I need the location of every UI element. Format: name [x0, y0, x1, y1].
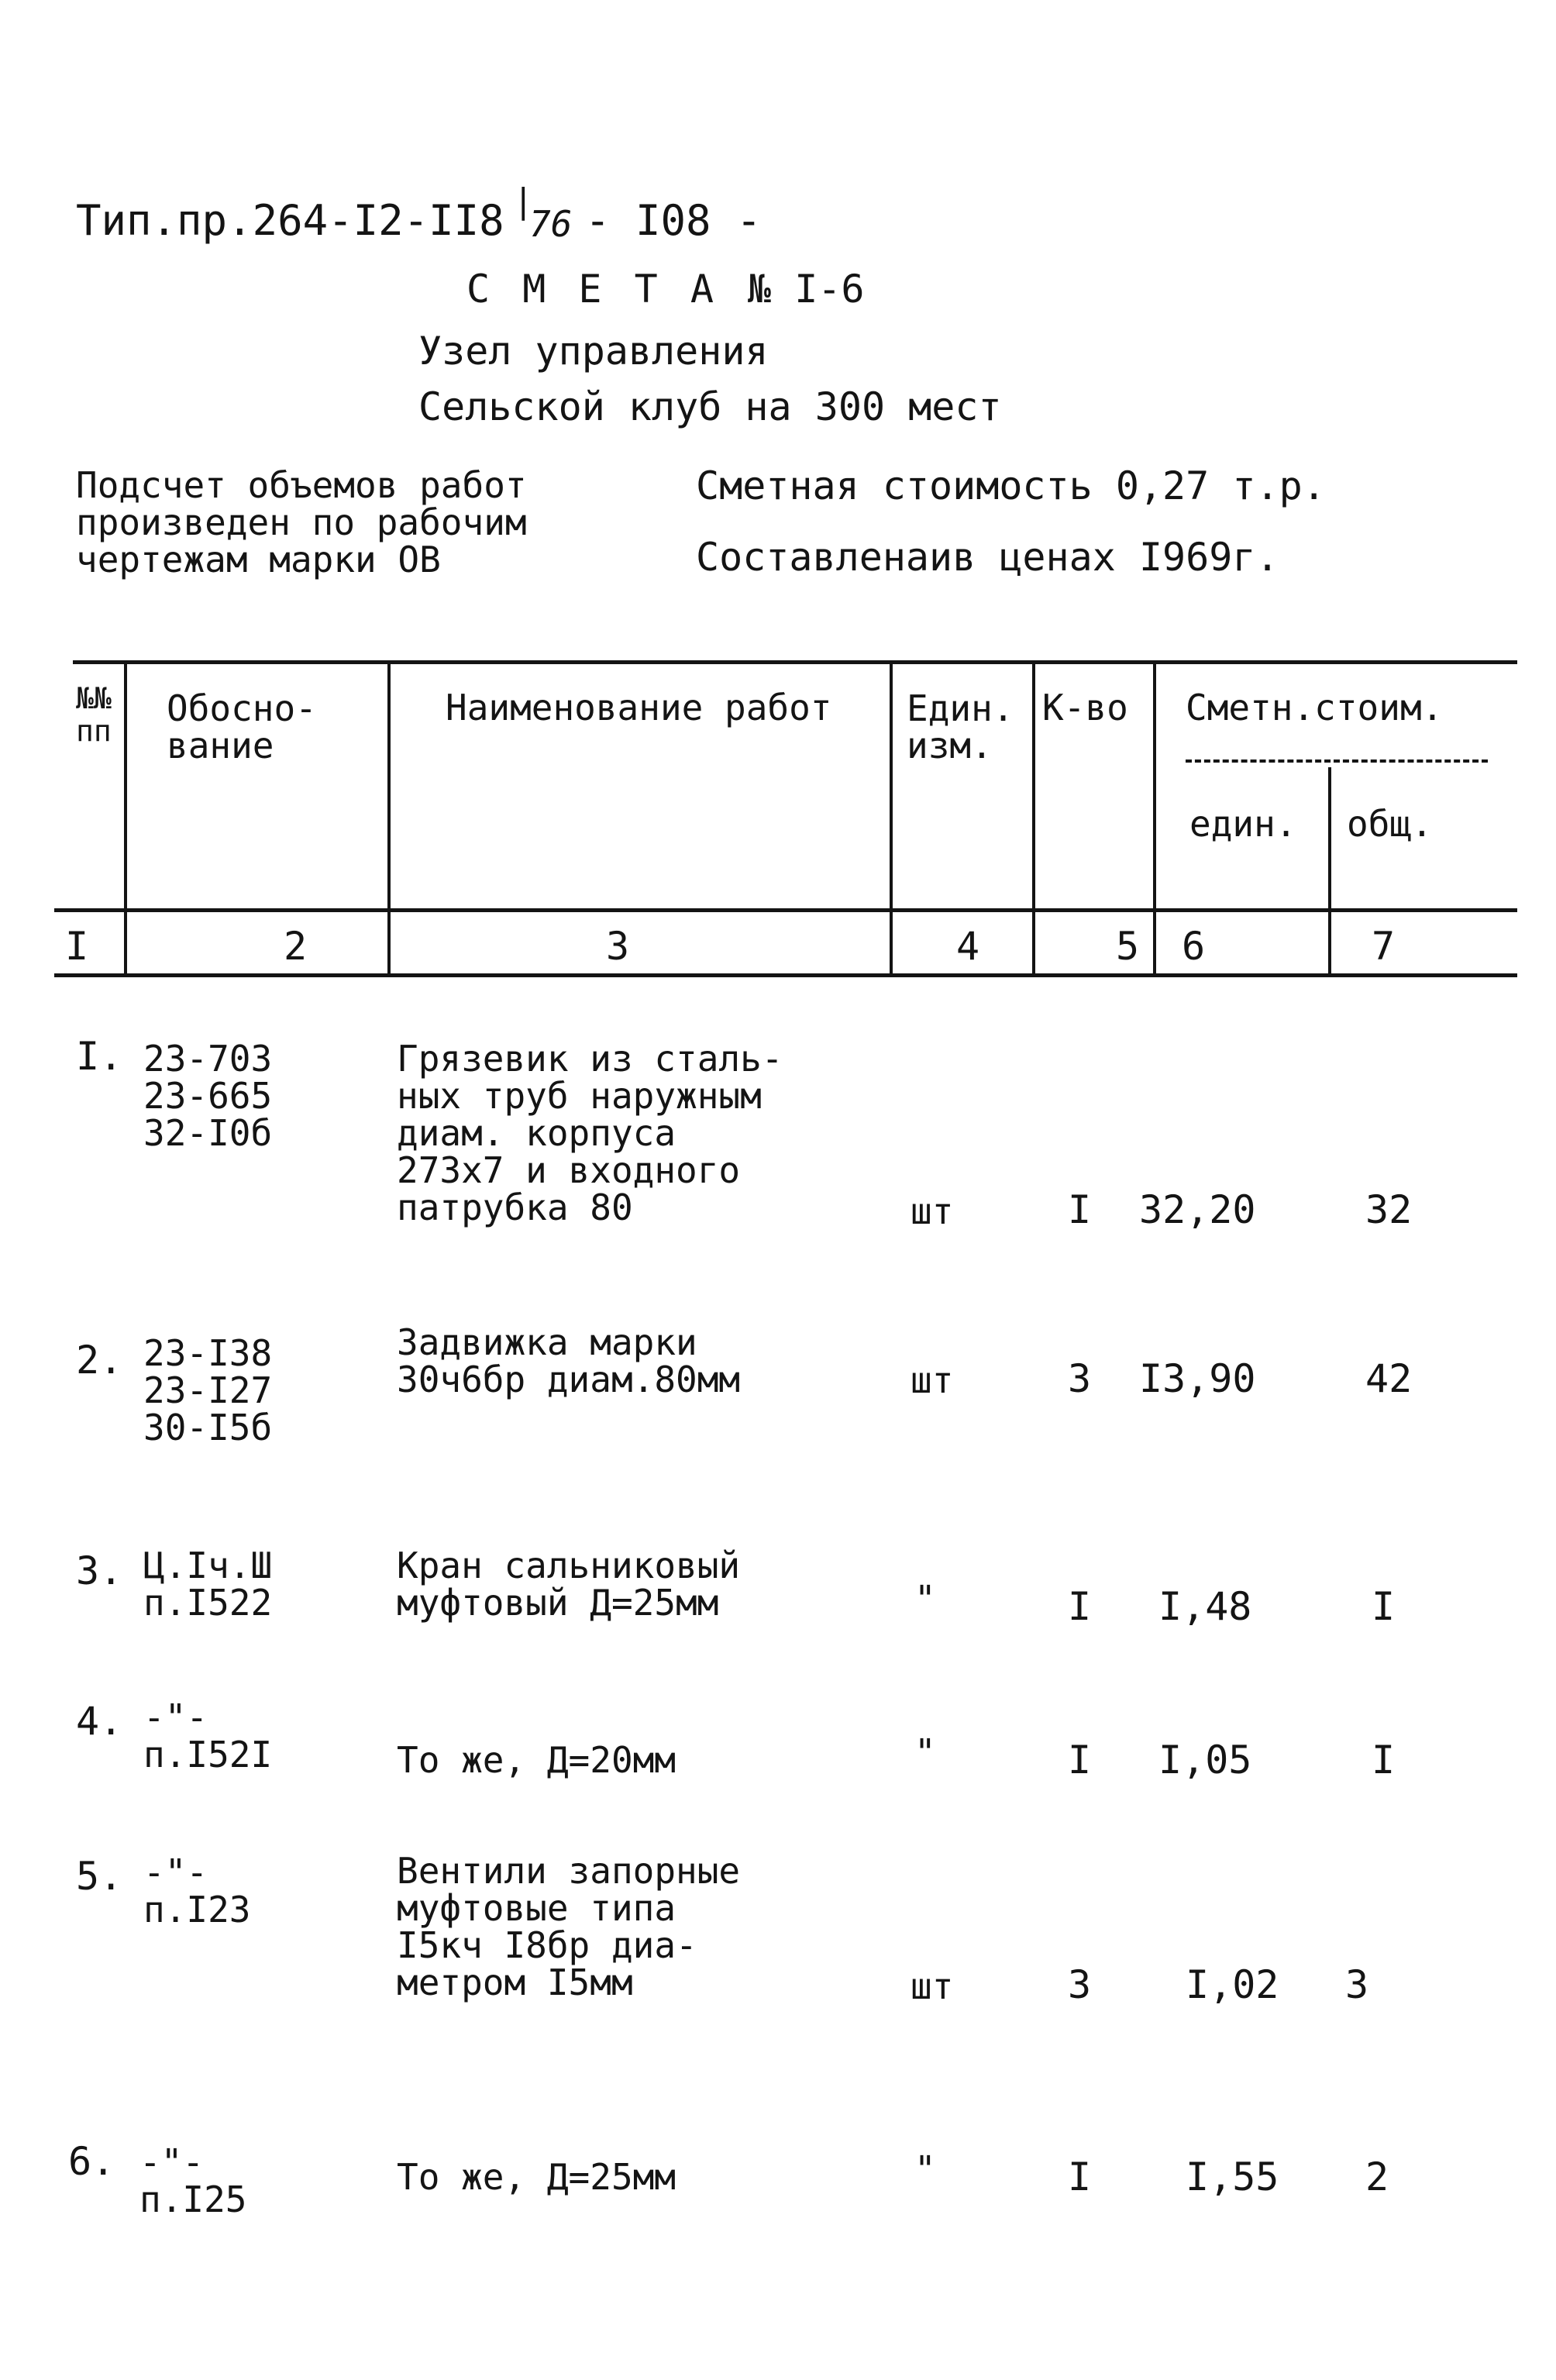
header-number: №№ пп	[76, 681, 112, 748]
row-basis: Ц.Iч.Ш п.I522	[143, 1545, 273, 1624]
prices-note: Составленаив ценах I969г.	[696, 535, 1279, 580]
row-quantity: I	[1068, 1187, 1092, 1232]
page-number: - I08 -	[585, 196, 762, 245]
row-basis: -"- п.I52I	[143, 1696, 273, 1776]
header-cost-per-unit: един.	[1189, 803, 1297, 845]
column-number: I	[65, 924, 89, 969]
row-number: 5.	[76, 1854, 123, 1899]
row-unit: "	[914, 1578, 936, 1620]
calculation-note: Подсчет объемов работ произведен по рабочим чертежам марки ОВ	[76, 464, 527, 580]
estimate-subtitle-unit: Узел управления	[418, 329, 769, 374]
column-number: 4	[956, 924, 980, 969]
row-unit: шт	[911, 1190, 954, 1232]
row-work-name: Грязевик из сталь- ных труб наружным диам. корпуса 273х7 и входного патрубка 80	[397, 1038, 783, 1228]
row-unit-price: I3,90	[1139, 1356, 1256, 1401]
row-total: 32	[1365, 1187, 1413, 1232]
row-basis: -"- п.I23	[143, 1851, 251, 1931]
row-unit: шт	[911, 1359, 954, 1401]
row-work-name: Вентили запорные муфтовые типа I5кч I8бр диа- метром I5мм	[397, 1850, 741, 2003]
column-divider	[1328, 767, 1331, 976]
row-basis: 23-I38 23-I27 30-I5б	[143, 1332, 273, 1448]
column-number: 6	[1182, 924, 1206, 969]
row-quantity: I	[1068, 1738, 1092, 1782]
row-number: 2.	[76, 1338, 123, 1383]
row-total: 3	[1345, 1962, 1369, 2007]
table-top-rule	[73, 660, 1517, 664]
cost-subheader-rule	[1186, 759, 1488, 763]
column-numbers-rule	[54, 973, 1517, 977]
row-number: 3.	[76, 1548, 123, 1593]
row-unit: "	[914, 2148, 936, 2190]
document-reference-year: 76	[529, 203, 573, 245]
column-divider	[124, 663, 127, 976]
column-divider	[387, 663, 391, 976]
row-basis: -"- п.I25	[139, 2141, 247, 2220]
header-cost-total: общ.	[1347, 803, 1433, 845]
row-unit-price: 32,20	[1139, 1187, 1256, 1232]
column-divider	[1153, 663, 1156, 976]
column-number: 7	[1372, 924, 1396, 969]
header-basis: Обосно- вание	[167, 687, 317, 766]
reference-slash: |	[513, 181, 534, 221]
column-number: 5	[1116, 924, 1140, 969]
header-work-name: Наименование работ	[446, 687, 832, 728]
row-unit-price: I,05	[1158, 1738, 1252, 1782]
header-bottom-rule	[54, 908, 1517, 912]
row-total: I	[1372, 1738, 1396, 1782]
column-number: 3	[606, 924, 630, 969]
row-number: 6.	[68, 2139, 115, 2184]
row-number: I.	[76, 1034, 123, 1079]
row-total: I	[1372, 1584, 1396, 1629]
row-quantity: 3	[1068, 1962, 1092, 2007]
row-unit: шт	[911, 1965, 954, 2007]
estimate-number: № I-6	[748, 267, 865, 312]
row-work-name: Задвижка марки 30ч6бр диам.80мм	[397, 1321, 741, 1400]
estimate-title: С М Е Т А	[466, 267, 718, 312]
row-work-name: Кран сальниковый муфтовый Д=25мм	[397, 1545, 741, 1624]
row-quantity: 3	[1068, 1356, 1092, 1401]
row-quantity: I	[1068, 1584, 1092, 1629]
document-reference: Тип.пр.264-I2-II8	[76, 196, 504, 245]
estimate-subtitle-object: Сельской клуб на 300 мест	[418, 384, 1002, 429]
row-number: 4.	[76, 1699, 123, 1744]
row-unit-price: I,55	[1186, 2154, 1279, 2199]
column-number: 2	[284, 924, 308, 969]
header-unit: Един. изм.	[907, 687, 1014, 766]
row-total: 2	[1365, 2154, 1389, 2199]
row-work-name: То же, Д=20мм	[397, 1739, 676, 1781]
column-divider	[890, 663, 893, 976]
row-work-name: То же, Д=25мм	[397, 2156, 676, 2198]
header-estimated-cost: Сметн.стоим.	[1186, 687, 1444, 728]
row-basis: 23-703 23-665 32-I0б	[143, 1038, 273, 1154]
row-total: 42	[1365, 1356, 1413, 1401]
row-unit: "	[914, 1731, 936, 1773]
row-unit-price: I,02	[1186, 1962, 1279, 2007]
estimate-cost: Сметная стоимость 0,27 т.р.	[696, 463, 1326, 508]
row-unit-price: I,48	[1158, 1584, 1252, 1629]
column-divider	[1032, 663, 1035, 976]
header-quantity: К-во	[1042, 687, 1128, 728]
row-quantity: I	[1068, 2154, 1092, 2199]
